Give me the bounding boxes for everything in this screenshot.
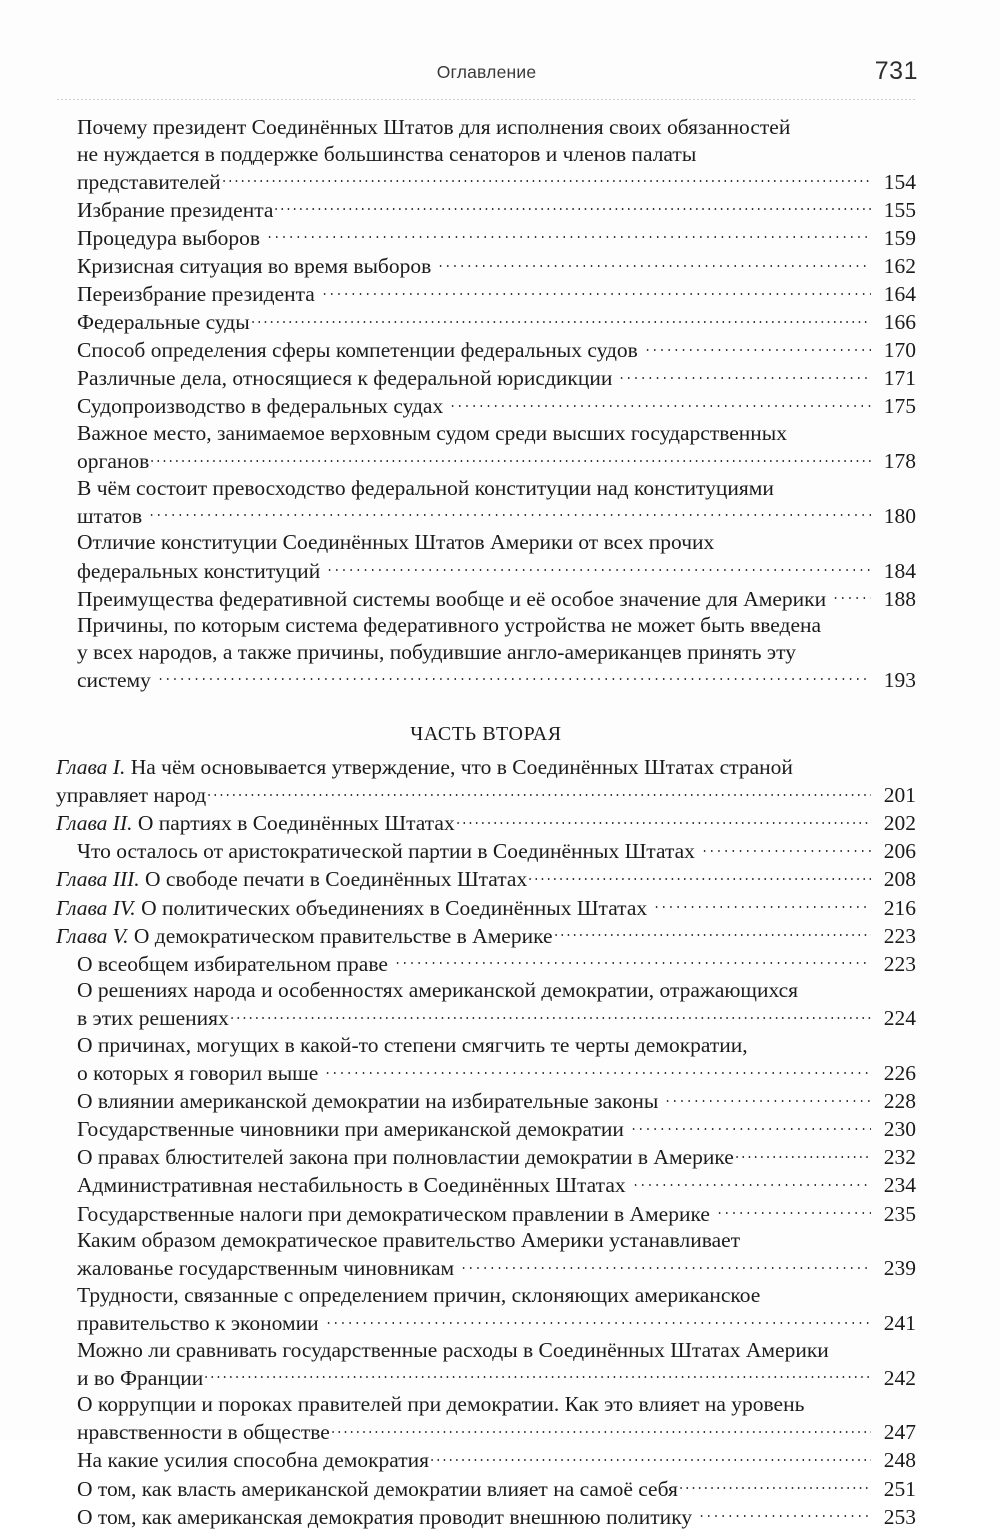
toc-page-number: 253 [883,1504,916,1529]
dot-leader [324,1059,871,1081]
page-folio-number: 731 [874,57,918,85]
toc-entry-wrap-line [56,754,916,781]
toc-page-number: 170 [883,338,916,363]
toc-entry-title: правительство к экономии [77,1310,319,1335]
toc-entry-wrap-line: О причинах, могущих в какой-то степени смягчить те черты демократии, [77,1033,748,1057]
toc-page-number: 241 [883,1310,916,1335]
dot-leader [157,665,871,687]
toc-page-number: 175 [883,394,916,419]
toc-entry-text: О партиях в Соединённых Штатах [132,811,455,836]
toc-page-number: 234 [883,1173,916,1198]
toc-entry[interactable] [56,1087,916,1115]
dot-leader [716,1199,871,1221]
toc-page-number: 247 [883,1420,916,1445]
toc-entry[interactable] [56,1199,916,1227]
toc-page-number: 188 [883,586,916,611]
toc-entry-title: Государственные чиновники при американской демократии [77,1117,624,1142]
toc-entry[interactable] [56,1059,916,1087]
chapter-label: Глава II. [56,811,133,836]
toc-entry-title: систему [77,667,151,692]
toc-entry-wrap-line: О решениях народа и особенностях американской демократии, отражающихся [77,978,799,1003]
dot-leader [630,1115,871,1137]
chapter-label: Глава V. [56,923,129,948]
dot-leader [664,1087,871,1109]
dot-leader [429,1446,871,1468]
dot-leader [734,1143,871,1165]
dot-leader [149,447,871,469]
toc-page-number: 155 [883,197,916,222]
toc-entry-title: О влиянии американской демократии на избирательные законы [77,1089,659,1114]
toc-entry-title: жалованье государственным чиновникам [77,1256,455,1281]
toc-page-number: 159 [883,225,916,250]
header-dotted-rule [56,99,916,100]
toc-page-number: 224 [883,1006,916,1031]
toc-entry-title [56,810,455,837]
toc-entry[interactable] [56,809,916,837]
toc-entry[interactable] [56,584,916,612]
dot-leader [701,837,871,859]
toc-page-number: 228 [883,1089,916,1114]
toc-entry-title: Что осталось от аристократической партии в Соединённых Штатах [77,839,695,864]
toc-entry[interactable] [56,336,916,364]
toc-entry[interactable] [56,1502,916,1530]
toc-entry[interactable] [56,1254,916,1282]
toc-entry[interactable] [56,949,916,977]
toc-entry-title: Государственные налоги при демократическом правлении в Америке [77,1201,710,1226]
toc-page-number: 164 [883,282,916,307]
toc-entry-wrap-line: В чём состоит превосходство федеральной конституции над конституциями [77,475,774,500]
toc-entry[interactable] [56,921,916,949]
toc-entry[interactable] [56,1115,916,1143]
toc-page-number: 180 [883,503,916,528]
toc-entry-title: Федеральные суды [77,310,250,335]
toc-entry-title: Способ определения сферы компетенции федеральных судов [77,338,638,363]
toc-entry-wrap-line: Трудности, связанные с определением причин, склоняющих американское [77,1282,761,1307]
toc-entry-title: Переизбрание президента [77,282,315,307]
dot-leader [455,809,871,831]
toc-entry-title [56,866,527,893]
toc-entry-title: Процедура выборов [77,225,261,250]
dot-leader [321,280,871,302]
toc-page-number: 154 [883,169,916,194]
toc-page-number: 232 [883,1145,916,1170]
dot-leader [618,364,871,386]
chapter-label: Глава III. [56,867,140,892]
dot-leader [553,921,871,943]
toc-entry-title: Административная нестабильность в Соединённых Штатах [77,1173,626,1198]
toc-entry-title: О том, как американская демократия проводит внешнюю политику [77,1504,693,1529]
running-head-title: Оглавление [436,62,537,82]
toc-page-number: 216 [883,895,916,920]
toc-page-number: 166 [883,310,916,335]
dot-leader [273,195,871,217]
toc-entry[interactable] [56,1446,916,1474]
toc-entry[interactable] [56,195,916,223]
dot-leader [203,1363,871,1385]
dot-leader [148,501,871,523]
toc-entry[interactable] [56,556,916,584]
toc-page-number: 178 [883,449,916,474]
toc-entry[interactable] [56,447,916,475]
chapter-label: Глава I. [56,755,126,780]
toc-entry-title: О правах блюстителей закона при полновластии демократии в Америке [77,1145,734,1170]
toc-entry-wrap-line: О коррупции и пороках правителей при демократии. Как это влияет на уровень [77,1392,805,1417]
toc-entry[interactable] [56,1143,916,1171]
toc-entry[interactable] [56,865,916,893]
toc-entry-title: о которых я говорил выше [77,1061,319,1086]
dot-leader [644,336,871,358]
table-of-contents [56,114,916,1530]
toc-entry-wrap-line: Важное место, занимаемое верховным судом среди высших государственных [77,421,788,446]
toc-entry-title [56,923,553,950]
toc-entry[interactable] [56,501,916,529]
toc-entry-title: О всеобщем избирательном праве [77,951,388,976]
toc-page-number: 201 [883,783,916,808]
toc-page-number: 208 [883,867,916,892]
dot-leader [394,949,871,971]
toc-entry-text: На чём основывается утверждение, что в Соединённых Штатах страной [125,755,793,780]
toc-entry-title: Различные дела, относящиеся к федеральной юрисдикции [77,366,613,391]
toc-page-number: 223 [883,923,916,948]
toc-entry[interactable] [56,1363,916,1391]
toc-entry-wrap-line: Отличие конституции Соединённых Штатов Америки от всех прочих [77,530,715,555]
toc-entry-text: О политических объединениях в Соединённых Штатах [135,895,648,920]
toc-entry[interactable] [56,280,916,308]
dot-leader [449,392,871,414]
toc-entry-title: в этих решениях [77,1006,229,1031]
dot-leader [527,865,871,887]
toc-entry-text: О демократическом правительстве в Америке [128,923,553,948]
toc-entry-title: Судопроизводство в федеральных судах [77,394,444,419]
toc-entry-title: органов [77,449,150,474]
toc-entry-title: федеральных конституций [77,558,321,583]
dot-leader [229,1004,871,1026]
toc-section-part-two [56,754,916,1530]
toc-entry-title: штатов [77,503,143,528]
dot-leader [653,893,871,915]
toc-entry-wrap-line: Можно ли сравнивать государственные расходы в Соединённых Штатах Америки [77,1337,829,1362]
toc-entry-title: О том, как власть американской демократии влияет на самоё себя [77,1476,678,1501]
toc-entry-title: управляет народ [56,783,207,808]
toc-entry[interactable] [56,665,916,693]
toc-page-number: 251 [883,1476,916,1501]
toc-page-number: 230 [883,1117,916,1142]
toc-page-number: 226 [883,1061,916,1086]
dot-leader [206,781,871,803]
toc-page-number: 242 [883,1365,916,1390]
dot-leader [698,1502,871,1524]
toc-entry[interactable] [56,1004,916,1032]
toc-entry[interactable] [56,392,916,420]
toc-page-number: 248 [883,1448,916,1473]
dot-leader [832,584,871,606]
dot-leader [437,251,871,273]
toc-entry[interactable] [56,837,916,865]
toc-page-number: 239 [883,1256,916,1281]
toc-entry[interactable] [56,1474,916,1502]
toc-entry-title: и во Франции [77,1365,204,1390]
toc-entry-wrap-line: не нуждается в поддержке большинства сенаторов и членов палаты [77,141,697,166]
toc-entry-title [56,895,647,922]
toc-page-number: 162 [883,253,916,278]
toc-entry[interactable] [56,223,916,251]
toc-entry-wrap-line: у всех народов, а также причины, побудившие англо-американцев принять эту [77,639,796,664]
dot-leader [266,223,871,245]
dot-leader [678,1474,871,1496]
toc-entry-title: Избрание президента [77,197,274,222]
toc-page-number: 171 [883,366,916,391]
dot-leader [250,308,871,330]
toc-entry-title: представителей [77,169,221,194]
dot-leader [330,1418,871,1440]
toc-page-number: 235 [883,1201,916,1226]
toc-entry[interactable] [56,893,916,921]
dot-leader [326,556,871,578]
toc-page-number: 184 [883,558,916,583]
toc-entry-title: Кризисная ситуация во время выборов [77,253,432,278]
toc-entry-title: нравственности в обществе [77,1420,330,1445]
toc-entry-title: На какие усилия способна демократия [77,1448,430,1473]
dot-leader [632,1171,871,1193]
toc-entry[interactable] [56,1418,916,1446]
toc-entry[interactable] [56,167,916,195]
toc-entry[interactable] [56,1308,916,1336]
toc-entry[interactable] [56,781,916,809]
toc-entry[interactable] [56,251,916,279]
toc-entry-wrap-line: Каким образом демократическое правительство Америки устанавливает [77,1228,741,1253]
toc-entry-wrap-line: Почему президент Соединённых Штатов для исполнения своих обязанностей [77,115,791,139]
dot-leader [325,1308,871,1330]
dot-leader [460,1254,871,1276]
toc-page-number: 223 [883,951,916,976]
dot-leader [221,167,871,189]
part-heading: ЧАСТЬ ВТОРАЯ [410,723,562,746]
toc-page-number: 206 [883,839,916,864]
toc-entry-title: Преимущества федеративной системы вообще и её особое значение для Америки [77,586,827,611]
toc-section-part-one-continued [56,114,916,693]
toc-page-number: 193 [883,667,916,692]
toc-entry-wrap-line: Причины, по которым система федеративного устройства не может быть введена [77,613,822,638]
running-head [55,57,918,92]
toc-entry[interactable] [56,364,916,392]
toc-entry[interactable] [56,1171,916,1199]
chapter-label: Глава IV. [56,895,136,920]
toc-entry[interactable] [56,308,916,336]
toc-entry-text: О свободе печати в Соединённых Штатах [139,867,528,892]
toc-page-number: 202 [883,811,916,836]
